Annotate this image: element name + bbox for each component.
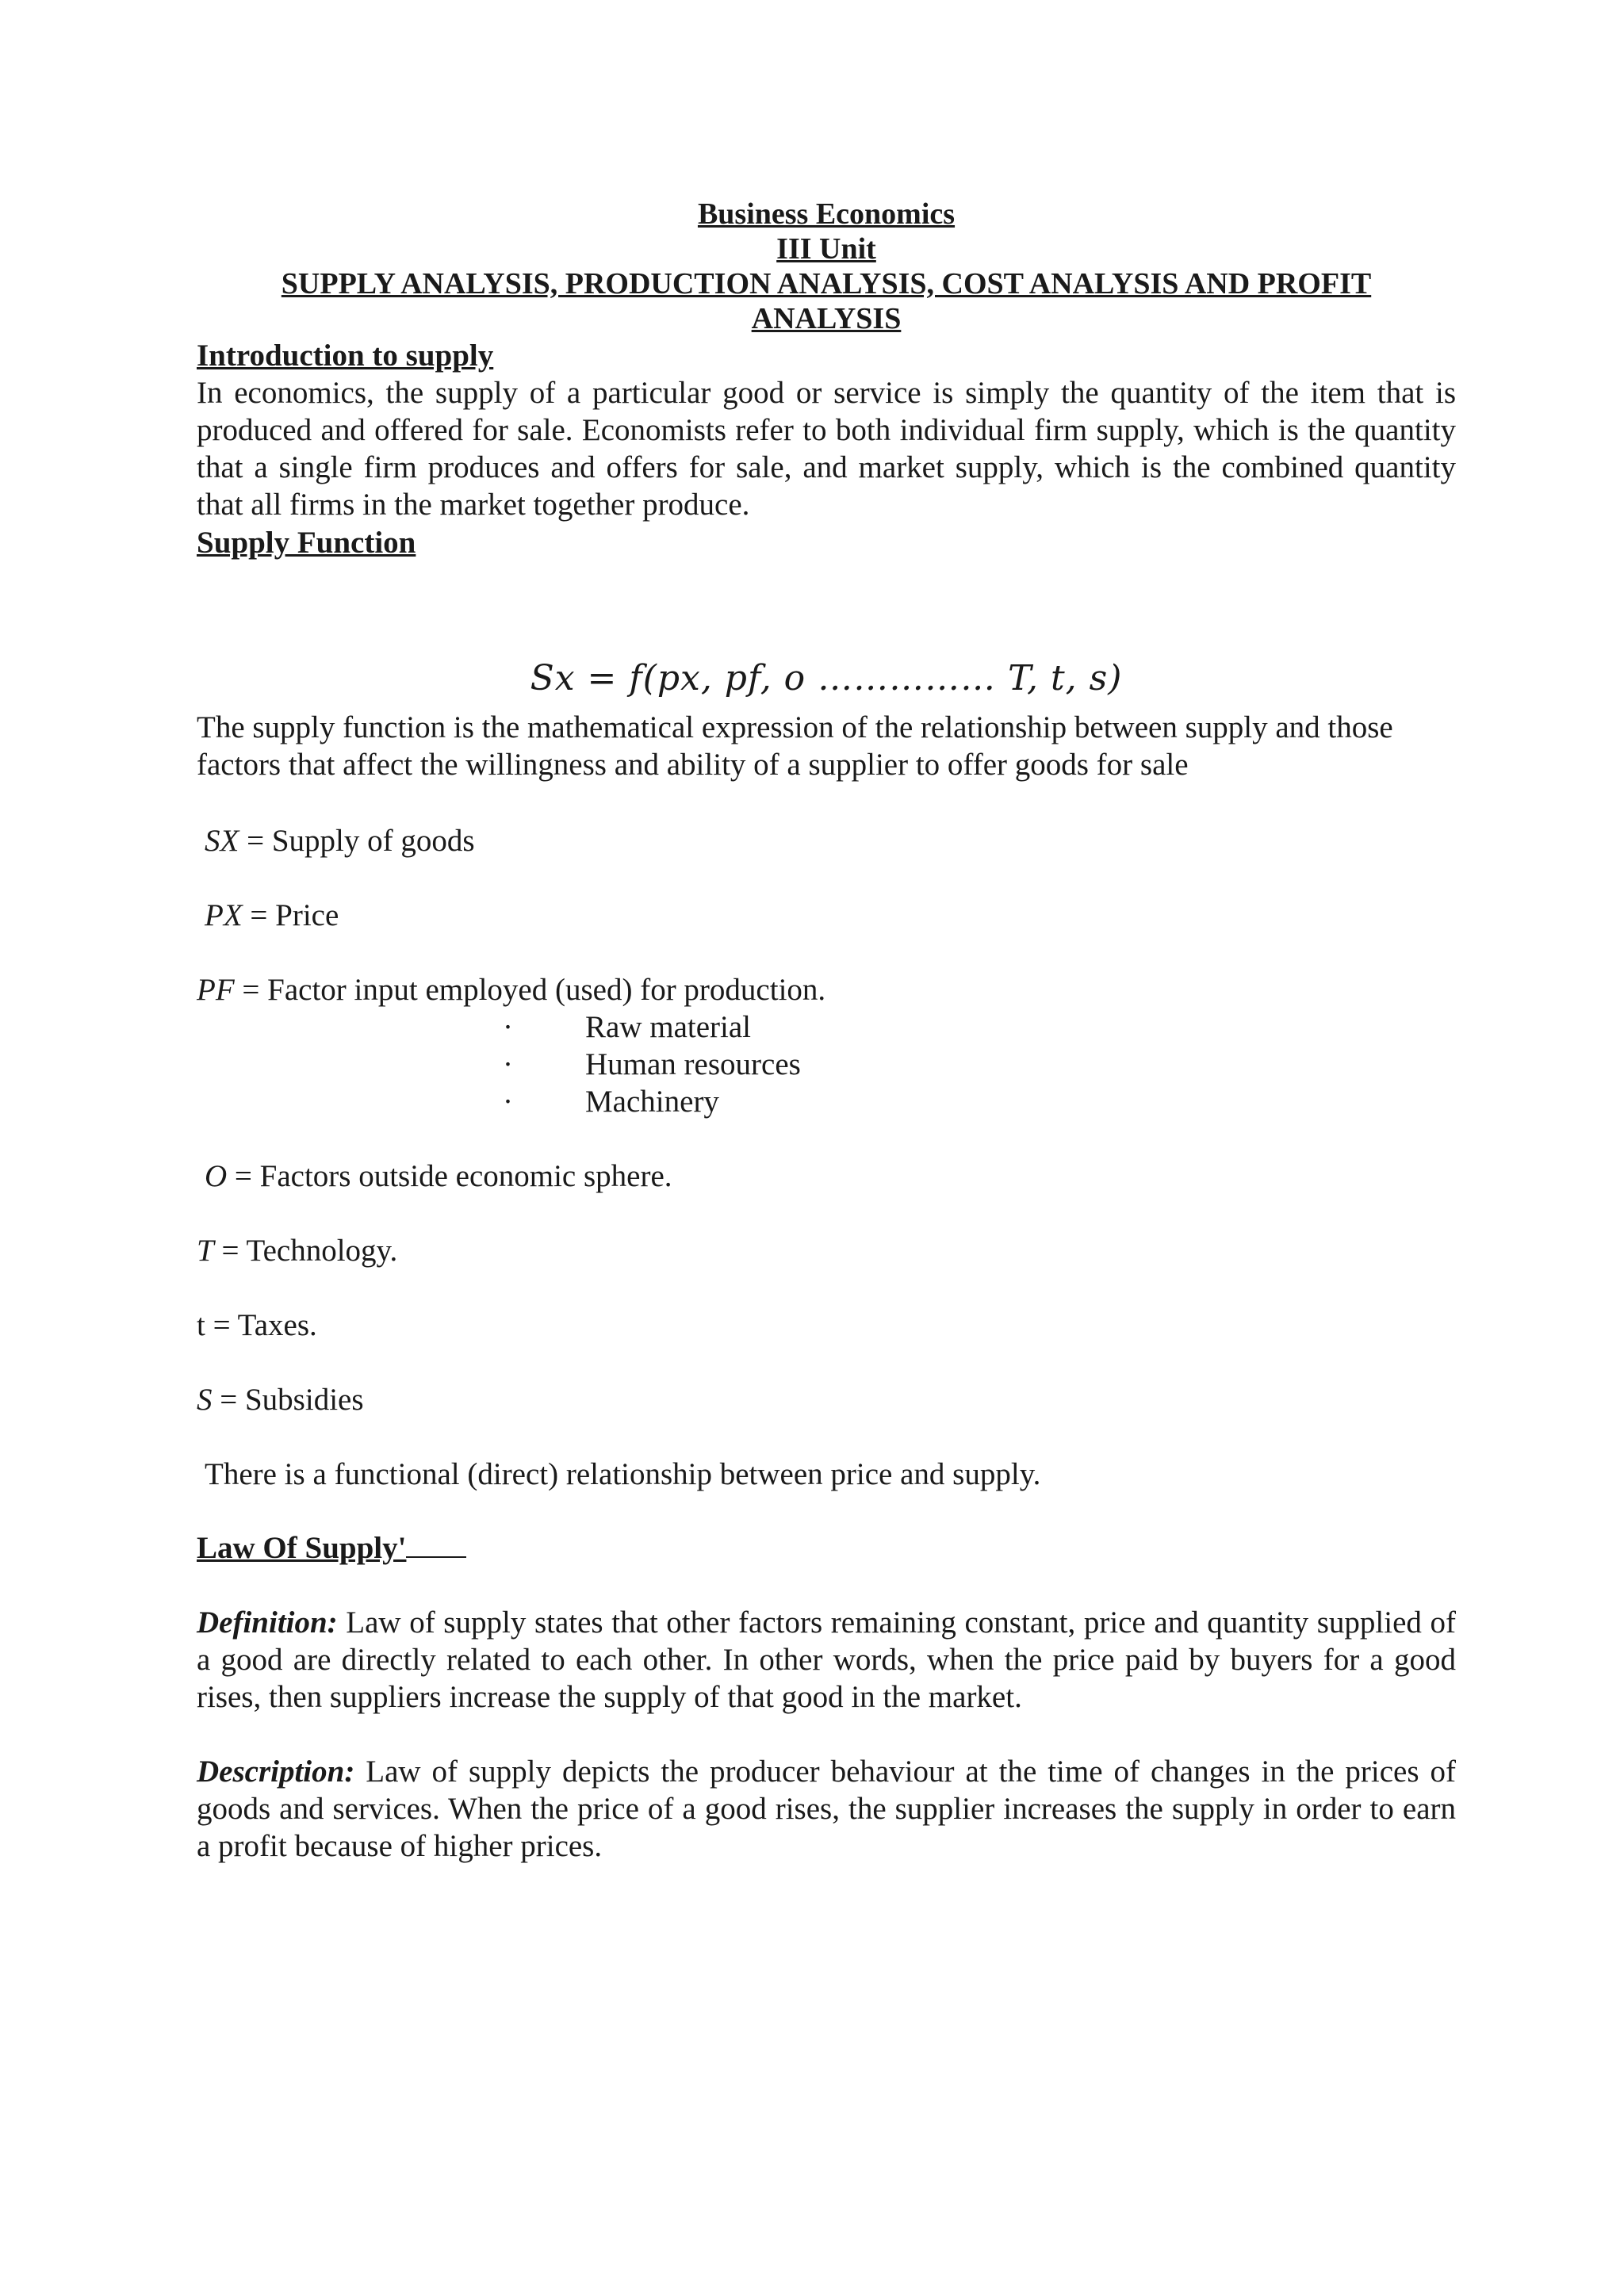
symbol-subsidies: S bbox=[197, 1383, 213, 1417]
symbol-sx: SX bbox=[205, 824, 239, 858]
meaning-taxes: = Taxes. bbox=[213, 1308, 317, 1342]
law-of-supply-heading-text: Law Of Supply' bbox=[197, 1531, 407, 1565]
definition-label: Definition: bbox=[197, 1605, 338, 1640]
relationship-statement: There is a functional (direct) relationship between price and supply. bbox=[205, 1457, 1041, 1491]
bullet-icon: · bbox=[503, 1085, 513, 1119]
meaning-px: = Price bbox=[250, 898, 339, 932]
definition-text: Law of supply states that other factors remaining constant, price and quantity supplied of a good are directly related to each other. In other words, when the price paid by buyers for a good rises, then suppliers increase the supply of that good in the market. bbox=[197, 1605, 1457, 1714]
bullet-icon: · bbox=[503, 1047, 513, 1081]
meaning-o: = Factors outside economic sphere. bbox=[234, 1159, 672, 1193]
symbol-technology: T bbox=[197, 1234, 214, 1268]
document-page bbox=[197, 197, 1456, 1865]
definition-sx bbox=[197, 822, 1456, 859]
list-item: · Raw material bbox=[503, 1010, 751, 1044]
meaning-pf: = Factor input employed (used) for production. bbox=[242, 973, 826, 1007]
law-description-paragraph bbox=[197, 1753, 1456, 1865]
definition-pf bbox=[197, 971, 1456, 1008]
document-header bbox=[197, 197, 1456, 336]
description-text: Law of supply depicts the producer behaviour at the time of changes in the prices of goods and services. When the price of a good rises, the supplier increases the supply in order to earn a profit because of higher prices. bbox=[197, 1755, 1456, 1863]
bullet-icon: · bbox=[503, 1010, 513, 1044]
symbol-pf: PF bbox=[197, 973, 235, 1007]
definition-px bbox=[197, 897, 1456, 934]
meaning-sx: = Supply of goods bbox=[247, 824, 475, 858]
meaning-technology: = Technology. bbox=[221, 1234, 398, 1268]
symbol-px: PX bbox=[205, 898, 243, 932]
course-title: Business Economics bbox=[697, 197, 956, 231]
law-definition-paragraph bbox=[197, 1604, 1456, 1716]
intro-paragraph: In economics, the supply of a particular good or service is simply the quantity of the item that is produced and offered for sale. Economists refer to both individual firm supply, which is the quantity that a single firm produces and offers for sale, and market supply, which is the combined quantity that all firms in the market together produce. bbox=[197, 376, 1456, 522]
definition-o bbox=[197, 1158, 1456, 1195]
supply-function-description: The supply function is the mathematical expression of the relationship between supply and those factors that affect the willingness and ability of a supplier to offer goods for sale bbox=[197, 710, 1393, 782]
supply-function-heading: Supply Function bbox=[197, 526, 416, 560]
supply-function-formula: Sx = f(px, pf, o …………… T, t, s) bbox=[530, 658, 1123, 698]
list-item: · Machinery bbox=[503, 1085, 719, 1119]
unit-title: III Unit bbox=[776, 232, 876, 266]
intro-heading: Introduction to supply bbox=[197, 339, 494, 373]
unit-subject-title: SUPPLY ANALYSIS, PRODUCTION ANALYSIS, COST ANALYSIS AND PROFIT ANALYSIS bbox=[281, 267, 1372, 335]
law-of-supply-heading bbox=[197, 1530, 1456, 1567]
definition-technology bbox=[197, 1232, 1456, 1269]
description-label: Description: bbox=[197, 1755, 355, 1789]
definition-subsidies bbox=[197, 1381, 1456, 1418]
symbol-taxes: t bbox=[197, 1308, 205, 1342]
list-item: · Human resources bbox=[503, 1047, 801, 1081]
symbol-o: O bbox=[205, 1159, 228, 1193]
definition-taxes bbox=[197, 1307, 1456, 1344]
factor-input-list bbox=[197, 1008, 1456, 1120]
meaning-subsidies: = Subsidies bbox=[220, 1383, 364, 1417]
heading-underline-trail bbox=[406, 1533, 466, 1558]
